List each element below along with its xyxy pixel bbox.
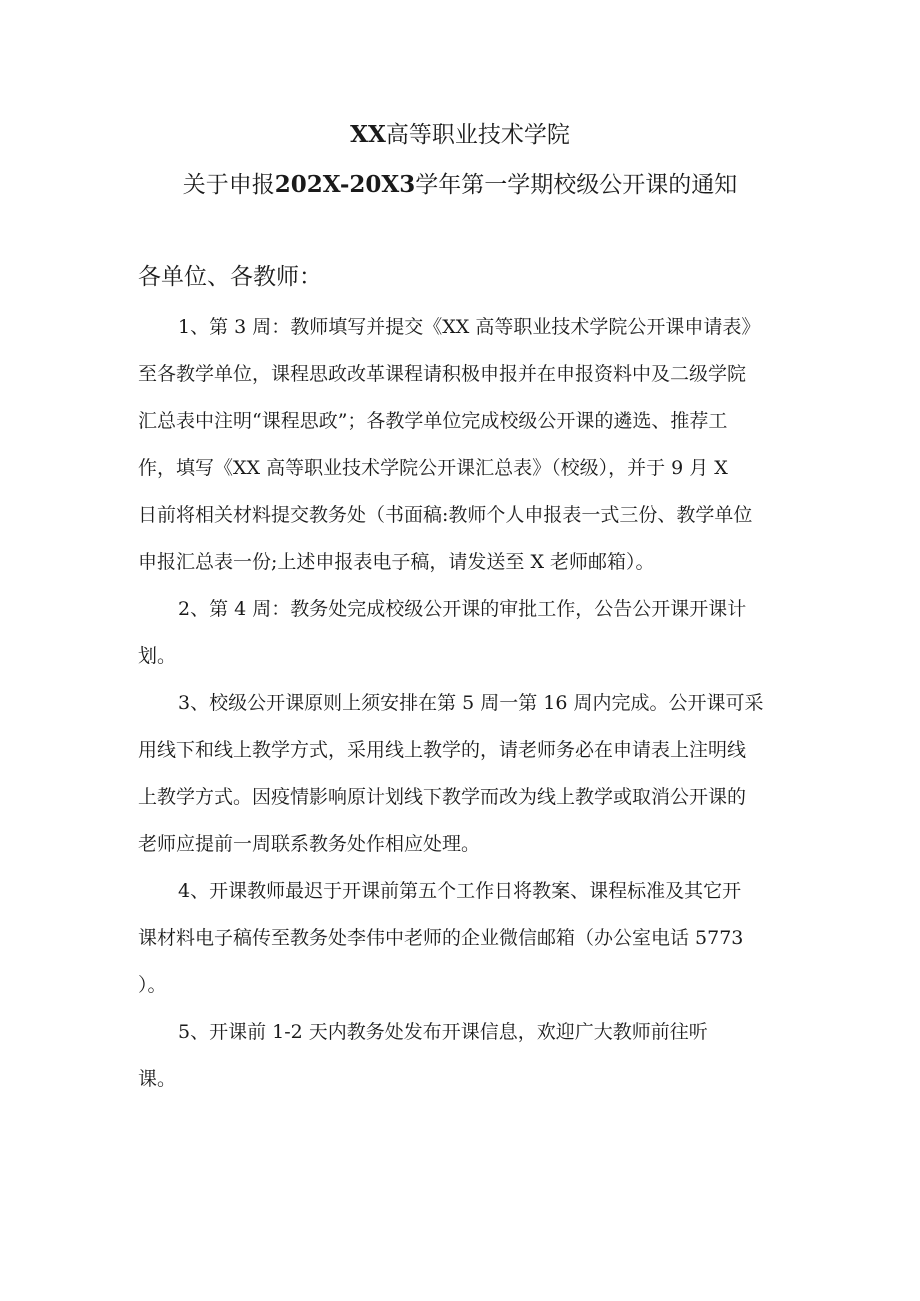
paragraph-line: 划。: [138, 645, 177, 667]
title-notice-pre: 关于申报: [182, 172, 275, 198]
paragraph-line: 4、开课教师最迟于开课前第五个工作日将教案、课程标准及其它开: [178, 880, 742, 902]
paragraph-line: 日前将相关材料提交教务处（书面稿:教师个人申报表一式三份、教学单位: [138, 504, 753, 526]
greeting: 各单位、各教师：: [138, 264, 322, 290]
title-institution-prefix: XX: [350, 121, 386, 148]
paragraph-line: 作，填写《XX 高等职业技术学院公开课汇总表》（校级），并于 9 月 X: [138, 457, 728, 479]
title-notice-post: 学年第一学期校级公开课的通知: [415, 172, 738, 198]
paragraph-line: 课。: [138, 1068, 177, 1090]
paragraph-line: 老师应提前一周联系教务处作相应处理。: [138, 833, 481, 855]
paragraph-1: [138, 310, 798, 592]
paragraph-line: 课材料电子稿传至教务处李伟中老师的企业微信邮箱（办公室电话 5773: [138, 927, 744, 949]
paragraph-line: 至各教学单位，课程思政改革课程请积极申报并在申报资料中及二级学院: [138, 363, 747, 385]
paragraph-line: 1、第 3 周：教师填写并提交《XX 高等职业技术学院公开课申请表》: [178, 316, 761, 338]
paragraph-line: 汇总表中注明“课程思政”；各教学单位完成校级公开课的遴选、推荐工: [138, 410, 728, 432]
paragraph-3: [138, 686, 798, 874]
paragraph-5: [138, 1015, 798, 1109]
paragraph-line: 3、校级公开课原则上须安排在第 5 周一第 16 周内完成。公开课可采: [178, 692, 764, 714]
paragraph-line: 5、开课前 1-2 天内教务处发布开课信息，欢迎广大教师前往听: [178, 1021, 708, 1043]
notice-body: [138, 310, 798, 1109]
paragraph-line: 上教学方式。因疫情影响原计划线下教学而改为线上教学或取消公开课的: [138, 786, 747, 808]
paragraph-2: [138, 592, 798, 686]
title-institution-name: 高等职业技术学院: [385, 122, 570, 148]
paragraph-line: 用线下和线上教学方式，采用线上教学的，请老师务必在申请表上注明线: [138, 739, 747, 761]
paragraph-line: ）。: [138, 974, 167, 996]
paragraph-line: 申报汇总表一份;上述申报表电子稿，请发送至 X 老师邮箱）。: [138, 551, 655, 573]
document-title-institution: [0, 118, 920, 152]
paragraph-4: [138, 874, 798, 1015]
title-notice-year: 202X-20X3: [274, 171, 416, 198]
paragraph-line: 2、第 4 周：教务处完成校级公开课的审批工作，公告公开课开课计: [178, 598, 747, 620]
document-title-notice: [0, 168, 920, 202]
